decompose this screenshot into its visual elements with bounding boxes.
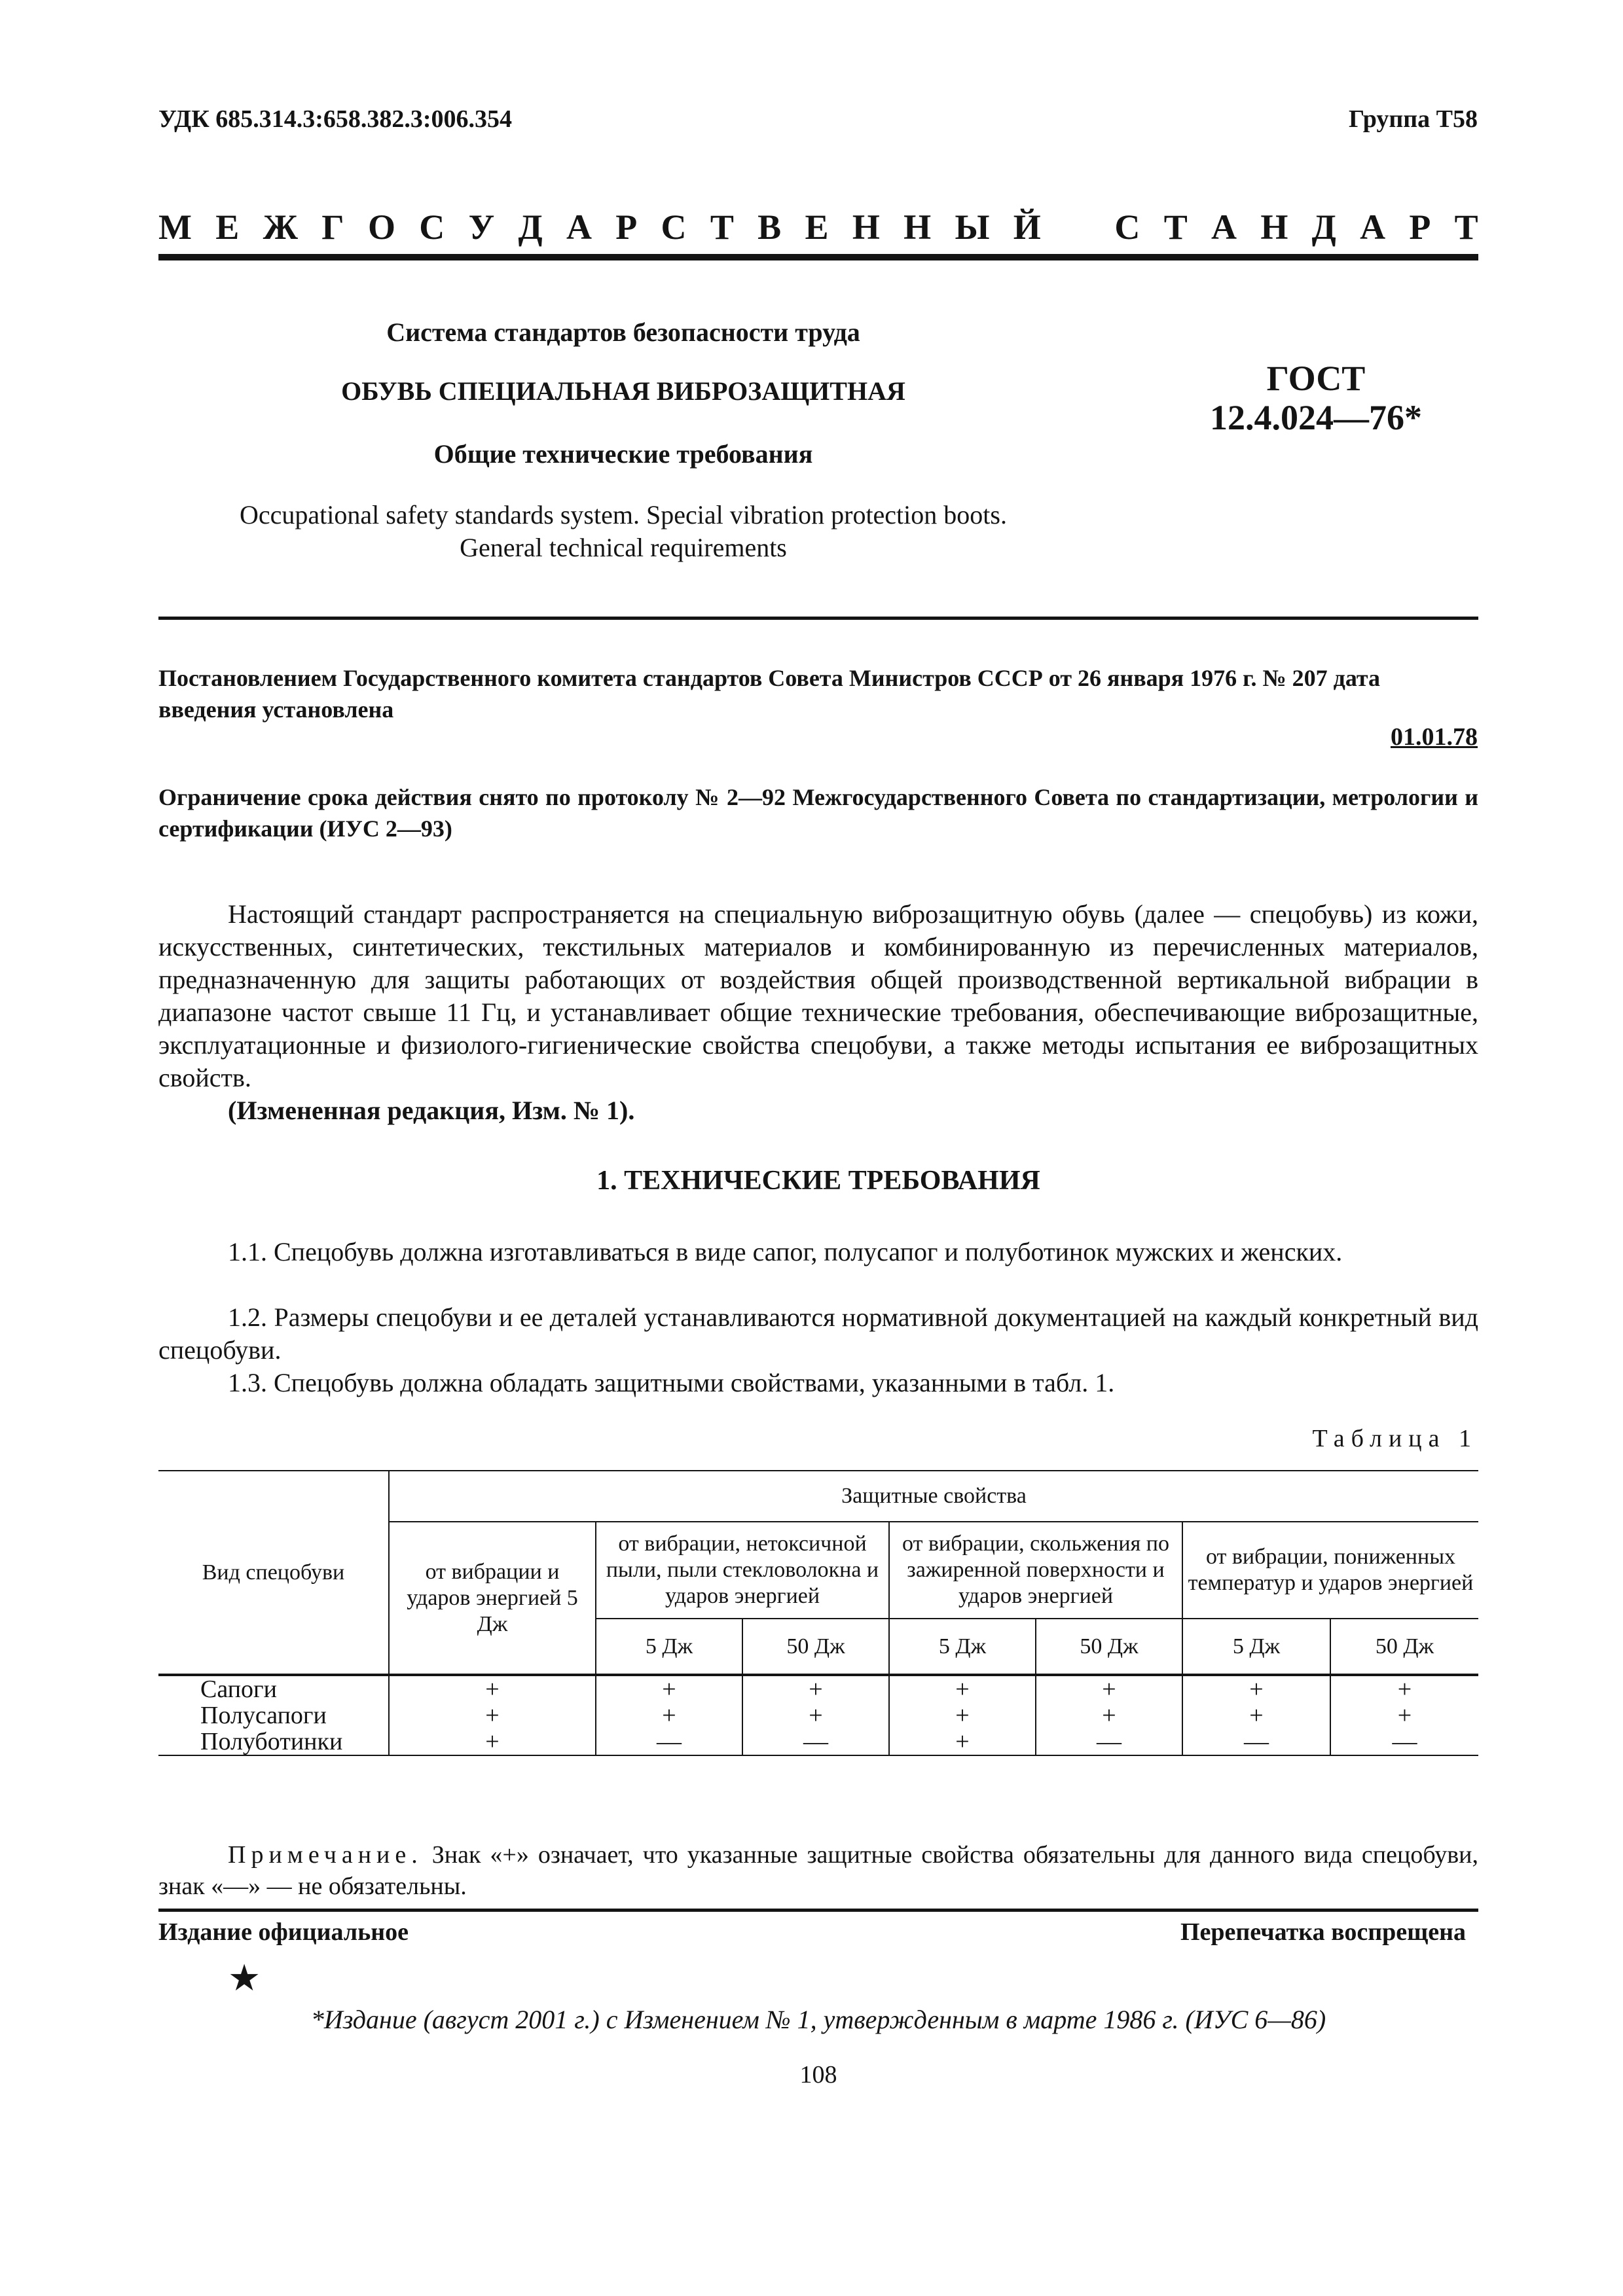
standard-title: ОБУВЬ СПЕЦИАЛЬНАЯ ВИБРОЗАЩИТНАЯ — [341, 376, 905, 406]
clause-1-3 — [158, 1367, 1478, 1399]
english-title-line: Occupational safety standards system. Special vibration protection boots. — [240, 500, 1007, 529]
header-energy: 50 Дж — [742, 1619, 889, 1675]
decree-date: 01.01.78 — [1391, 723, 1478, 751]
gost-label: ГОСТ — [1266, 359, 1366, 398]
header-group-1: от вибрации и ударов энергией 5 Дж — [389, 1522, 596, 1675]
table-cell: — — [1330, 1729, 1478, 1755]
group-code: Группа Т58 — [1348, 105, 1478, 133]
table-cell: + — [1036, 1702, 1182, 1729]
banner-gap — [1065, 204, 1091, 250]
table-cell: + — [742, 1675, 889, 1702]
amendment-text: (Измененная редакция, Изм. № 1). — [228, 1096, 635, 1125]
table-caption: Таблица 1 — [1312, 1425, 1478, 1452]
header-energy: 5 Дж — [1182, 1619, 1330, 1675]
title-rule — [158, 617, 1478, 620]
table-cell: + — [596, 1675, 742, 1702]
banner-letter: А — [1211, 207, 1237, 247]
banner-rule — [158, 254, 1478, 260]
header-energy: 5 Дж — [596, 1619, 742, 1675]
section-heading: 1. ТЕХНИЧЕСКИЕ ТРЕБОВАНИЯ — [596, 1166, 1040, 1196]
banner-letter: О — [367, 207, 395, 247]
table-cell: + — [389, 1729, 596, 1755]
table-cell: — — [596, 1729, 742, 1755]
standard-banner — [158, 204, 1478, 250]
banner-letter: Т — [1163, 207, 1188, 247]
banner-letter: А — [566, 207, 592, 247]
row-name: Сапоги — [158, 1675, 389, 1702]
banner-letter: Е — [215, 207, 240, 247]
header-group-3: от вибрации, скольжения по зажиренной поверхности и ударов энергией — [889, 1522, 1182, 1619]
table-row — [158, 1675, 1478, 1702]
table-cell: + — [889, 1702, 1036, 1729]
banner-letter: Т — [710, 207, 734, 247]
table-note — [158, 1839, 1478, 1902]
table-cell: + — [742, 1702, 889, 1729]
banner-letter: Ы — [955, 207, 990, 247]
banner-letter: А — [1360, 207, 1386, 247]
standard-subtitle: Общие технические требования — [433, 439, 813, 469]
clause-text: 1.3. Спецобувь должна обладать защитными свойствами, указанными в табл. 1. — [228, 1368, 1115, 1397]
table-cell: + — [389, 1675, 596, 1702]
header-energy: 50 Дж — [1330, 1619, 1478, 1675]
protective-properties-table — [158, 1470, 1478, 1756]
banner-letter: Н — [852, 207, 880, 247]
banner-letter: Р — [1409, 207, 1431, 247]
official-edition: Издание официальное — [158, 1918, 409, 1946]
clause-1-1 — [158, 1236, 1478, 1268]
header-group-2: от вибрации, нетоксичной пыли, пыли стекловолокна и ударов энергией — [596, 1522, 889, 1619]
table-cell: — — [1036, 1729, 1182, 1755]
header-energy: 50 Дж — [1036, 1619, 1182, 1675]
reprint-prohibited: Перепечатка воспрещена — [1180, 1918, 1466, 1946]
table-cell: + — [1397, 1676, 1412, 1703]
intro-amendment — [158, 1094, 1478, 1127]
gost-designation — [1172, 359, 1460, 437]
table-cell: + — [1397, 1702, 1412, 1729]
table-cell: + — [1182, 1675, 1330, 1702]
star-icon: ★ — [228, 1958, 261, 1999]
table-cell: — — [742, 1729, 889, 1755]
banner-letter: Ж — [263, 207, 298, 247]
banner-letter: У — [468, 207, 495, 247]
banner-letter: Й — [1013, 207, 1041, 247]
header-group-4: от вибрации, пониженных температур и ударов энергией — [1182, 1522, 1478, 1619]
banner-letter: Д — [518, 207, 543, 247]
header-protective-properties: Защитные свойства — [389, 1471, 1478, 1522]
banner-letter: В — [757, 207, 782, 247]
standard-system: Система стандартов безопасности труда — [386, 317, 860, 347]
header-energy: 5 Дж — [889, 1619, 1036, 1675]
banner-letter: Г — [321, 207, 344, 247]
table-cell: + — [889, 1675, 1036, 1702]
table-cell: + — [1036, 1675, 1182, 1702]
clause-1-2 — [158, 1301, 1478, 1367]
footer-rule — [158, 1909, 1478, 1912]
edition-note: *Издание (август 2001 г.) с Изменением № 1, утвержденным в марте 1986 г. (ИУС 6—86) — [310, 2005, 1326, 2034]
note-text: Знак «+» означает, что указанные защитные свойства обязательны для данного вида спецобуви, знак «—» — не обязательны. — [158, 1841, 1479, 1900]
udk-code: УДК 685.314.3:658.382.3:006.354 — [158, 105, 513, 133]
banner-letter: Р — [615, 207, 638, 247]
banner-letter: Н — [903, 207, 932, 247]
clause-text: 1.1. Спецобувь должна изготавливаться в виде сапог, полусапог и полуботинок мужских и женских. — [228, 1237, 1343, 1266]
table-row — [158, 1702, 1478, 1729]
row-name: Полусапоги — [158, 1702, 389, 1729]
banner-letter: Н — [1260, 207, 1288, 247]
intro-paragraph — [158, 898, 1478, 1094]
clause-text: 1.2. Размеры спецобуви и ее деталей устанавливаются нормативной документацией на каждый конкретный вид спецобуви. — [158, 1302, 1478, 1365]
table-cell: + — [389, 1702, 596, 1729]
header-kind: Вид спецобуви — [158, 1471, 389, 1675]
page-number: 108 — [799, 2061, 837, 2089]
english-title-line: General technical requirements — [460, 533, 787, 562]
english-title — [158, 499, 1088, 564]
intro-text: Настоящий стандарт распространяется на специальную виброзащитную обувь (далее — спецобувь) из кожи, искусственных, синтетических, текстильных материалов и комбинированную из перечисленных материалов, предназначенную для защиты работающих от воздействия общей производственной вертикальной вибрации в диапазоне частот свыше 11 Гц, и устанавливает общие технические требования, обеспечивающие виброзащитные, эксплуатационные и физиолого-гигиенические свойства спецобуви, а также методы испытания ее виброзащитных свойств. — [158, 899, 1478, 1092]
table-row — [158, 1729, 1478, 1755]
note-label: Примечание. — [228, 1841, 423, 1869]
limitation-text: Ограничение срока действия снято по протоколу № 2—92 Межгосударственного Совета по стандартизации, метрологии и сертификации (ИУС 2—93) — [158, 784, 1478, 842]
row-name: Полуботинки — [158, 1729, 389, 1755]
banner-letter: С — [1114, 207, 1140, 247]
banner-letter: Т — [1454, 207, 1478, 247]
banner-letter: С — [419, 207, 445, 247]
banner-letter: Е — [805, 207, 829, 247]
gost-number: 12.4.024—76* — [1210, 398, 1422, 437]
table-cell: + — [1182, 1702, 1330, 1729]
decree-text: Постановлением Государственного комитета стандартов Совета Министров СССР от 26 января 1976 г. № 207 дата введения установлена — [158, 665, 1381, 723]
table-cell: + — [596, 1702, 742, 1729]
table-cell: — — [1182, 1729, 1330, 1755]
banner-letter: Д — [1311, 207, 1336, 247]
banner-letter: С — [661, 207, 687, 247]
table-cell: + — [889, 1729, 1036, 1755]
banner-letter: М — [158, 207, 192, 247]
